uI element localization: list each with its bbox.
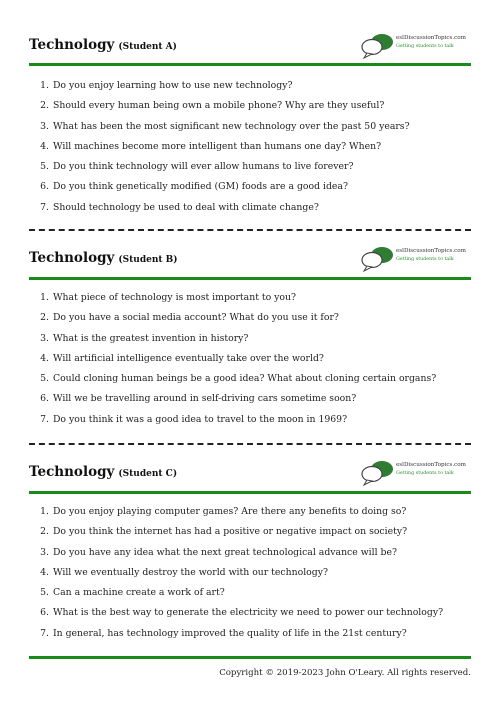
list-item: 1. What piece of technology is most important to you? [40,292,296,303]
site-logo [361,460,471,486]
list-item: 5. Do you think technology will ever allow humans to live forever? [40,161,354,173]
list-item: 4. Will we eventually destroy the world with our technology? [40,566,328,578]
list-item: 2. Do you have a social media account? What do you use it for? [40,312,339,324]
copyright-notice: Copyright © 2019-2023 John O'Leary. All rights reserved. [219,668,471,678]
section-student-c [29,464,471,494]
list-item: 3. What is the greatest invention in history? [40,332,249,344]
list-item: 7. Should technology be used to deal with climate change? [40,201,319,213]
section-header [29,250,471,280]
list-item: 6. Will we be travelling around in self-driving cars sometime soon? [40,393,357,405]
site-logo [361,33,471,59]
list-item: 1. Do you enjoy learning how to use new technology? [40,80,293,91]
footer-divider-green [29,656,471,659]
list-item: 7. Do you think it was a good idea to travel to the moon in 1969? [40,413,348,425]
section-subtitle: (Student A) [118,42,177,52]
section-divider-green [29,63,471,66]
section-subtitle: (Student B) [118,255,178,265]
list-item: 4. Will machines become more intelligent than humans one day? When? [40,140,382,152]
list-item: 3. Do you have any idea what the next great technological advance will be? [40,546,397,558]
section-student-b [29,250,471,280]
logo-site-name: eslDiscussionTopics.com [396,35,466,41]
list-item: 4. Will artificial intelligence eventually take over the world? [40,352,324,364]
speech-bubbles-icon [361,460,395,486]
question-list [29,76,471,218]
cut-line-dashed [29,443,471,445]
section-title-text: Technology [29,37,115,53]
list-item: 2. Do you think the internet has had a positive or negative impact on society? [40,526,408,538]
section-title-text: Technology [29,464,115,480]
section-title [29,250,178,266]
logo-tagline: Getting students to talk [396,471,454,476]
cut-line-dashed [29,229,471,231]
question-list [29,502,471,644]
logo-site-name: eslDiscussionTopics.com [396,462,466,468]
list-item: 3. What has been the most significant new technology over the past 50 years? [40,120,410,132]
section-title [29,37,177,53]
section-subtitle: (Student C) [118,469,178,479]
section-divider-green [29,491,471,494]
list-item: 6. What is the best way to generate the electricity we need to power our technology? [40,607,444,619]
list-item: 5. Can a machine create a work of art? [40,587,225,599]
speech-bubbles-icon [361,33,395,59]
site-logo [361,246,471,272]
question-list [29,288,471,430]
section-title [29,464,177,480]
logo-tagline: Getting students to talk [396,257,454,262]
section-header [29,464,471,494]
list-item: 5. Could cloning human beings be a good idea? What about cloning certain organs? [40,373,437,385]
list-item: 7. In general, has technology improved the quality of life in the 21st century? [40,627,407,639]
section-divider-green [29,277,471,280]
speech-bubbles-icon [361,246,395,272]
list-item: 6. Do you think genetically modified (GM) foods are a good idea? [40,181,348,193]
section-title-text: Technology [29,250,115,266]
list-item: 1. Do you enjoy playing computer games? Are there any benefits to doing so? [40,506,407,517]
logo-site-name: eslDiscussionTopics.com [396,248,466,254]
list-item: 2. Should every human being own a mobile phone? Why are they useful? [40,100,385,112]
logo-tagline: Getting students to talk [396,44,454,49]
